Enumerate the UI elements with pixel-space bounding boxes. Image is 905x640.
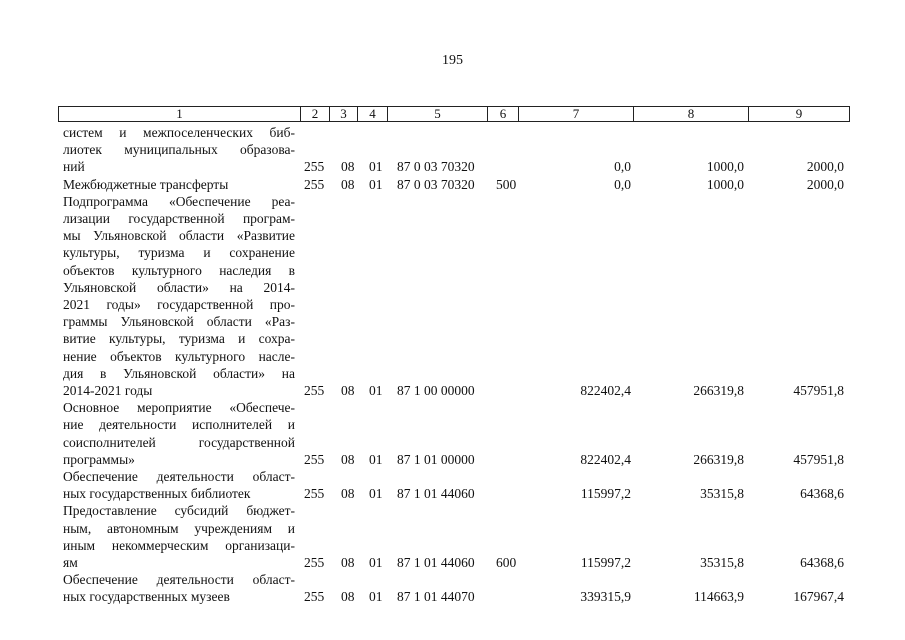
header-col-7: 7 — [519, 107, 634, 121]
row-name — [63, 571, 295, 605]
row-name-line: мы Ульяновской области «Развитие — [63, 228, 295, 244]
cell-c7: 115997,2 — [580, 486, 631, 502]
cell-c8: 266319,8 — [693, 382, 744, 398]
row-name-line: 2014-2021 годы — [63, 383, 153, 399]
cell-c7: 339315,9 — [580, 589, 631, 605]
row-name-line: объектов культурного наследия в — [63, 262, 295, 278]
table-header — [58, 106, 850, 122]
row-name-line: лизации государственной програм- — [63, 211, 295, 226]
row-name-line: Подпрограмма «Обеспечение реа- — [63, 193, 295, 209]
row-name — [63, 468, 295, 502]
cell-c2: 255 — [304, 382, 325, 398]
row-name-line: лиотек муниципальных образова- — [63, 142, 295, 158]
cell-c5: 87 1 01 44060 — [397, 486, 475, 502]
cell-c9: 2000,0 — [806, 159, 844, 175]
cell-c2: 255 — [304, 486, 325, 502]
cell-c6: 500 — [496, 176, 517, 192]
cell-c9: 457951,8 — [793, 451, 844, 467]
cell-c2: 255 — [304, 451, 325, 467]
cell-c5: 87 0 03 70320 — [397, 159, 475, 175]
cell-c5: 87 1 01 00000 — [397, 451, 475, 467]
row-name-line: Межбюджетные трансферты — [63, 176, 229, 192]
cell-c2: 255 — [304, 159, 325, 175]
cell-c4: 01 — [369, 451, 383, 467]
cell-c4: 01 — [369, 589, 383, 605]
cell-c3: 08 — [341, 451, 355, 467]
row-name-line: ние деятельности исполнителей и — [63, 417, 295, 433]
row-name — [63, 176, 295, 193]
header-col-1: 1 — [59, 107, 301, 121]
cell-c9: 2000,0 — [806, 176, 844, 192]
cell-c3: 08 — [341, 382, 355, 398]
cell-c7: 115997,2 — [580, 554, 631, 570]
row-name-line: соисполнителей государственной — [63, 434, 295, 450]
cell-c4: 01 — [369, 382, 383, 398]
cell-c9: 64368,6 — [800, 554, 844, 570]
cell-c7: 822402,4 — [580, 451, 631, 467]
row-name-line: нение объектов культурного насле- — [63, 348, 295, 364]
header-col-9: 9 — [795, 106, 803, 121]
row-name — [63, 502, 295, 571]
cell-c5: 87 0 03 70320 — [397, 176, 475, 192]
row-name-line: ных государственных музеев — [63, 589, 230, 605]
header-col-4: 4 — [358, 107, 388, 121]
row-name-line: ных государственных библиотек — [63, 486, 251, 502]
cell-c8: 35315,8 — [700, 486, 744, 502]
cell-c4: 01 — [369, 554, 383, 570]
row-name-line: Ульяновской области» на 2014- — [63, 279, 295, 295]
cell-c2: 255 — [304, 589, 325, 605]
header-col-5: 5 — [388, 107, 488, 121]
row-name-line: Основное мероприятие «Обеспече- — [63, 400, 295, 416]
page-number: 195 — [442, 53, 463, 68]
header-col-3: 3 — [330, 107, 358, 121]
cell-c3: 08 — [341, 176, 355, 192]
header-col-8: 8 — [634, 107, 749, 121]
row-name-line: 2021 годы» государственной про- — [63, 297, 295, 313]
row-name-line: Обеспечение деятельности област- — [63, 469, 295, 484]
header-col-6: 6 — [488, 107, 519, 121]
cell-c9: 167967,4 — [793, 589, 844, 605]
cell-c7: 822402,4 — [580, 382, 631, 398]
cell-c6: 600 — [496, 554, 517, 570]
row-name-line: ным, автономным учреждениям и — [63, 520, 295, 536]
row-name-line: дия в Ульяновской области» на — [63, 365, 295, 381]
row-name — [63, 124, 295, 176]
row-name-line: Обеспечение деятельности област- — [63, 572, 295, 588]
cell-c5: 87 1 00 00000 — [397, 382, 475, 398]
row-name-line: граммы Ульяновской области «Раз- — [63, 314, 295, 330]
cell-c8: 1000,0 — [706, 159, 744, 175]
row-name — [63, 399, 295, 468]
cell-c2: 255 — [304, 176, 325, 192]
cell-c8: 114663,9 — [693, 589, 744, 605]
cell-c3: 08 — [341, 589, 355, 605]
cell-c4: 01 — [369, 176, 383, 192]
cell-c8: 35315,8 — [700, 554, 744, 570]
cell-c9: 64368,6 — [800, 486, 844, 502]
row-name-line: культуры, туризма и сохранение — [63, 245, 295, 261]
header-col-2: 2 — [301, 107, 330, 121]
cell-c3: 08 — [341, 554, 355, 570]
cell-c3: 08 — [341, 486, 355, 502]
cell-c8: 266319,8 — [693, 451, 744, 467]
row-name-line: Предоставление субсидий бюджет- — [63, 503, 295, 519]
cell-c5: 87 1 01 44070 — [397, 589, 475, 605]
cell-c9: 457951,8 — [793, 382, 844, 398]
cell-c4: 01 — [369, 486, 383, 502]
row-name-line: ний — [63, 159, 85, 175]
cell-c8: 1000,0 — [706, 176, 744, 192]
row-name-line: ям — [63, 555, 78, 570]
cell-c7: 0,0 — [614, 159, 631, 175]
row-name-line: иным некоммерческим организаци- — [63, 537, 295, 553]
cell-c2: 255 — [304, 554, 325, 570]
row-name-line: систем и межпоселенческих биб- — [63, 125, 295, 140]
cell-c3: 08 — [341, 159, 355, 175]
row-name-line: программы» — [63, 451, 135, 467]
cell-c7: 0,0 — [614, 176, 631, 192]
cell-c5: 87 1 01 44060 — [397, 554, 475, 570]
row-name — [63, 193, 295, 399]
cell-c4: 01 — [369, 159, 383, 175]
row-name-line: витие культуры, туризма и сохра- — [63, 331, 295, 347]
